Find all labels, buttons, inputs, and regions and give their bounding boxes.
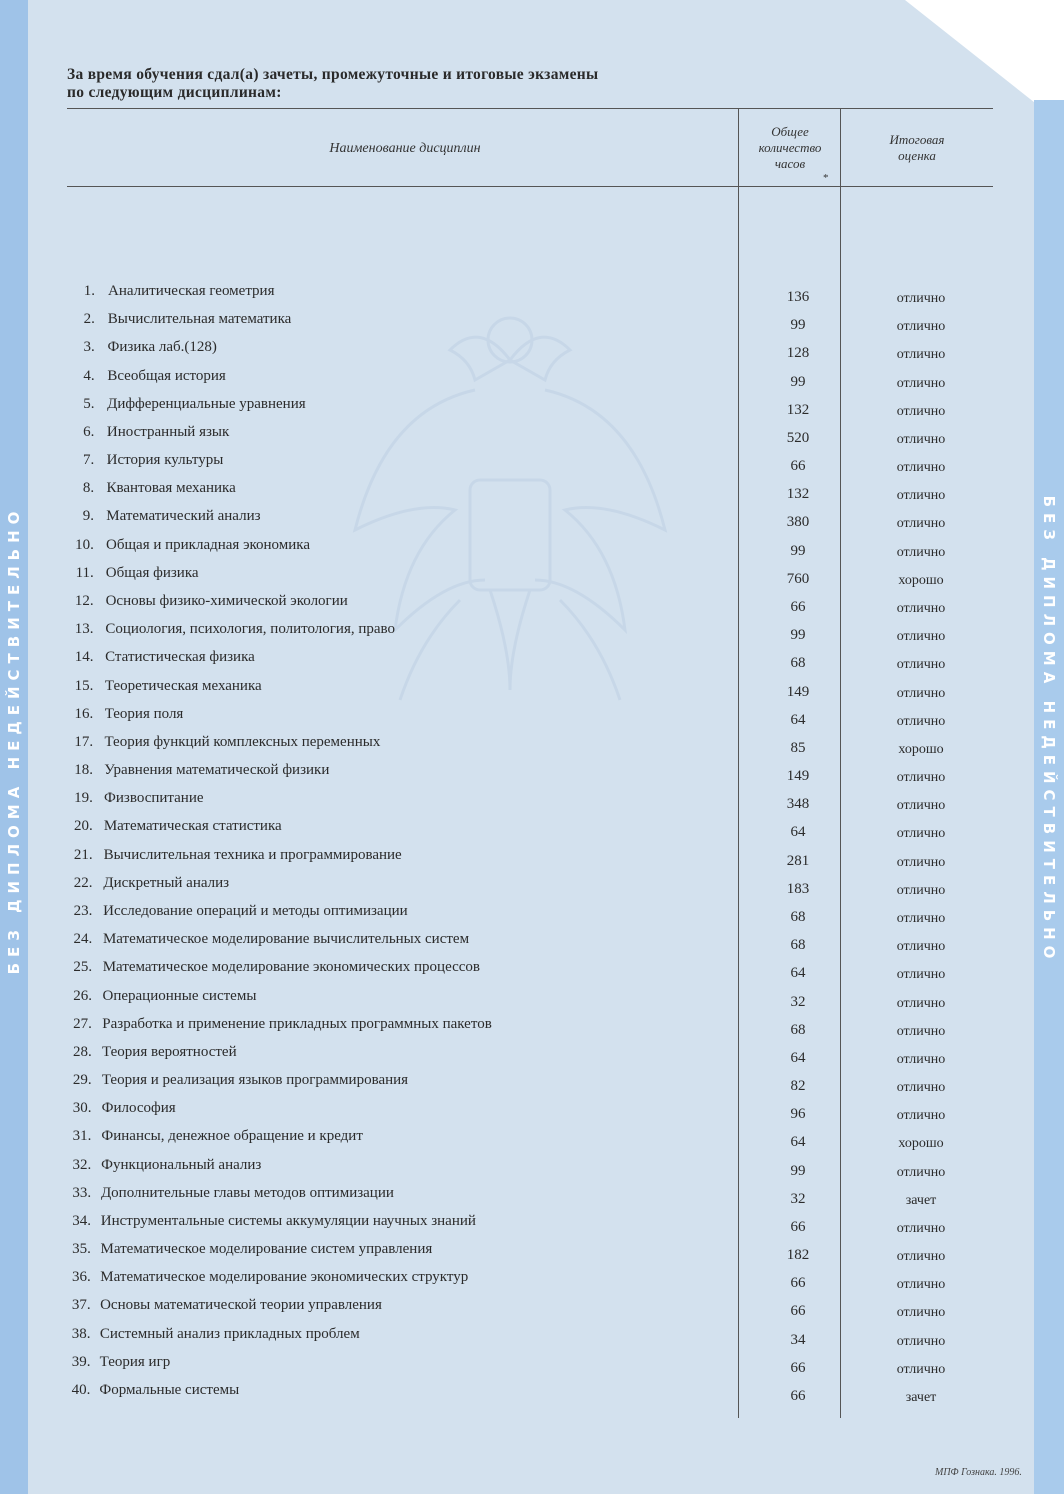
row-hours: 149 [786, 768, 810, 785]
row-hours: 64 [790, 711, 806, 728]
intro-line-1: За время обучения сдал(а) зачеты, промежуточные и итоговые экзамены [67, 66, 599, 83]
row-hours: 66 [790, 598, 806, 615]
row-grade: отлично [896, 1051, 946, 1067]
table-row [0, 1269, 1064, 1295]
row-discipline: Общая и прикладная экономика [106, 536, 311, 553]
table-row [0, 1044, 1064, 1070]
row-number: 17. [74, 733, 94, 750]
row-discipline: Теория и реализация языков программирования [101, 1072, 409, 1089]
row-grade: отлично [896, 657, 946, 673]
table-row [0, 1016, 1064, 1042]
row-hours: 66 [790, 1218, 806, 1235]
header-grade-line2: оценка [898, 148, 936, 163]
row-discipline: Теория функций комплексных переменных [104, 733, 381, 750]
row-number: 8. [82, 480, 95, 497]
row-hours: 132 [786, 486, 810, 503]
table-row [0, 988, 1064, 1014]
table-row [0, 1382, 1064, 1408]
row-grade: отлично [896, 1220, 946, 1236]
row-number: 29. [72, 1072, 92, 1089]
row-grade: отлично [896, 1277, 946, 1293]
header-hours-line1: Общее [771, 124, 809, 139]
row-hours: 520 [786, 429, 810, 446]
row-grade: отлично [896, 600, 946, 616]
table-row [0, 537, 1064, 563]
row-grade: зачет [905, 1192, 937, 1208]
table-row [0, 875, 1064, 901]
row-number: 38. [71, 1325, 91, 1342]
row-grade: отлично [896, 939, 946, 955]
table-row [0, 1297, 1064, 1323]
row-grade: хорошо [898, 741, 944, 757]
row-discipline: Системный анализ прикладных проблем [99, 1325, 360, 1342]
row-number: 30. [72, 1100, 92, 1117]
row-hours: 32 [790, 1190, 806, 1207]
table-header-rule [67, 186, 993, 187]
row-grade: отлично [896, 854, 946, 870]
row-hours: 68 [790, 655, 806, 672]
row-number: 24. [73, 931, 93, 948]
row-hours: 149 [786, 683, 810, 700]
row-grade: отлично [896, 431, 946, 447]
printer-imprint: МПФ Гознака. 1996. [935, 1467, 1022, 1478]
row-number: 5. [83, 395, 95, 412]
row-discipline: Теория поля [104, 705, 184, 722]
row-number: 1. [83, 283, 95, 299]
table-row [0, 931, 1064, 957]
row-number: 19. [74, 790, 93, 807]
row-grade: отлично [896, 347, 946, 363]
row-number: 31. [72, 1128, 92, 1145]
row-discipline: Всеобщая история [107, 367, 226, 384]
row-hours: 136 [786, 289, 810, 305]
row-grade: отлично [896, 403, 946, 419]
row-discipline: Разработка и применение прикладных программных пакетов [102, 1015, 492, 1032]
table-row [0, 621, 1064, 647]
row-discipline: Математическое моделирование систем управления [100, 1241, 433, 1258]
row-hours: 182 [786, 1247, 810, 1264]
row-discipline: Инструментальные системы аккумуляции научных знаний [100, 1212, 476, 1229]
row-discipline: Функциональный анализ [101, 1156, 262, 1173]
table-row [0, 339, 1064, 365]
row-hours: 183 [786, 880, 810, 897]
row-number: 20. [73, 818, 93, 835]
row-discipline: Дополнительные главы методов оптимизации [100, 1184, 394, 1201]
row-number: 21. [73, 846, 93, 863]
row-discipline: Дискретный анализ [103, 874, 230, 891]
row-number: 23. [73, 902, 93, 919]
row-discipline: Теория игр [99, 1353, 171, 1370]
row-hours: 66 [790, 1388, 806, 1405]
row-number: 37. [71, 1297, 91, 1314]
table-row [0, 565, 1064, 591]
table-row [0, 593, 1064, 619]
row-number: 12. [74, 592, 94, 609]
row-number: 6. [83, 423, 95, 440]
table-row [0, 311, 1064, 337]
row-hours: 68 [790, 908, 806, 925]
row-discipline: Исследование операций и методы оптимизации [103, 902, 408, 919]
row-hours: 66 [790, 1275, 806, 1292]
row-hours: 64 [790, 1049, 806, 1066]
table-row [0, 790, 1064, 816]
row-number: 15. [74, 677, 94, 694]
table-row [0, 903, 1064, 929]
row-grade: отлично [896, 488, 946, 504]
row-hours: 66 [790, 1359, 806, 1376]
table-row [0, 706, 1064, 732]
table-row [0, 762, 1064, 788]
row-grade: отлично [896, 826, 946, 842]
row-discipline: Уравнения математической физики [104, 762, 330, 779]
table-row [0, 1128, 1064, 1154]
row-hours: 348 [786, 796, 810, 813]
row-number: 7. [83, 452, 95, 469]
row-grade: отлично [896, 516, 946, 532]
row-number: 3. [83, 339, 95, 356]
side-text-right: БЕЗ ДИПЛОМА НЕДЕЙСТВИТЕЛЬНО [1040, 495, 1058, 965]
row-discipline: Квантовая механика [106, 480, 236, 497]
row-number: 32. [72, 1156, 92, 1173]
row-discipline: Математическая статистика [103, 818, 282, 835]
table-row [0, 396, 1064, 422]
row-hours: 82 [790, 1078, 806, 1095]
table-row [0, 1326, 1064, 1352]
table-row [0, 452, 1064, 478]
row-discipline: Математическое моделирование экономических процессов [102, 959, 481, 976]
row-grade: отлично [896, 1361, 946, 1377]
row-discipline: История культуры [106, 452, 224, 469]
row-grade: отлично [896, 798, 946, 814]
row-discipline: Физвоспитание [104, 790, 204, 807]
row-discipline: Вычислительная математика [107, 311, 292, 328]
row-grade: отлично [896, 713, 946, 729]
row-hours: 32 [790, 993, 806, 1010]
row-discipline: Аналитическая геометрия [108, 283, 275, 299]
table-row [0, 734, 1064, 760]
row-grade: отлично [896, 629, 946, 645]
row-number: 26. [73, 987, 92, 1004]
row-discipline: Философия [101, 1100, 176, 1117]
row-hours: 66 [790, 458, 806, 475]
row-grade: отлично [896, 1249, 946, 1265]
row-hours: 96 [790, 1106, 806, 1123]
row-grade: отлично [896, 375, 946, 391]
table-row [0, 1157, 1064, 1183]
table-row [0, 480, 1064, 506]
row-grade: отлично [896, 1108, 946, 1124]
row-discipline: Математическое моделирование экономических структур [100, 1269, 469, 1286]
row-grade: отлично [896, 1333, 946, 1349]
header-grade-line1: Итоговая [889, 132, 945, 147]
row-grade: зачет [905, 1390, 937, 1406]
table-row [0, 649, 1064, 675]
row-hours: 64 [790, 824, 806, 841]
row-hours: 68 [790, 1021, 806, 1038]
row-grade: отлично [896, 1080, 946, 1096]
row-number: 18. [74, 762, 93, 779]
row-grade: отлично [896, 291, 946, 306]
row-number: 35. [72, 1241, 91, 1258]
header-hours-line3: часов [774, 156, 806, 171]
row-hours: 132 [786, 401, 810, 418]
row-grade: отлично [896, 967, 946, 983]
row-hours: 99 [790, 542, 806, 559]
table-row [0, 1072, 1064, 1098]
table-row [0, 368, 1064, 394]
row-discipline: Статистическая физика [105, 649, 255, 666]
header-asterisk: * [823, 172, 829, 184]
intro-line-2: по следующим дисциплинам: [67, 84, 282, 101]
table-top-rule [67, 108, 993, 109]
row-number: 22. [73, 874, 93, 891]
row-grade: отлично [896, 685, 946, 701]
row-number: 13. [74, 621, 94, 638]
row-number: 11. [75, 564, 94, 581]
row-number: 33. [72, 1184, 92, 1201]
table-row [0, 959, 1064, 985]
row-number: 36. [72, 1269, 91, 1286]
header-hours [742, 124, 838, 172]
row-hours: 85 [790, 739, 806, 756]
row-grade: отлично [896, 460, 946, 476]
row-discipline: Формальные системы [99, 1382, 240, 1399]
intro-text [67, 66, 747, 102]
row-grade: отлично [896, 770, 946, 786]
table-row [0, 424, 1064, 450]
row-hours: 64 [790, 1134, 806, 1151]
row-number: 16. [74, 705, 94, 722]
row-discipline: Иностранный язык [106, 423, 230, 440]
row-grade: отлично [896, 1164, 946, 1180]
row-discipline: Социология, психология, политология, право [105, 621, 396, 638]
row-grade: хорошо [898, 572, 944, 588]
row-number: 34. [72, 1212, 92, 1229]
row-grade: отлично [896, 995, 946, 1011]
row-grade: отлично [896, 910, 946, 926]
row-number: 14. [74, 649, 94, 666]
row-hours: 760 [786, 570, 810, 587]
row-hours: 99 [790, 1162, 806, 1179]
row-discipline: Математическое моделирование вычислительных систем [102, 931, 470, 948]
table-row [0, 847, 1064, 873]
side-text-left: БЕЗ ДИПЛОМА НЕДЕЙСТВИТЕЛЬНО [5, 505, 23, 975]
table-row [0, 1185, 1064, 1211]
row-hours: 66 [790, 1303, 806, 1320]
row-number: 9. [82, 508, 95, 525]
row-number: 28. [73, 1043, 92, 1060]
row-discipline: Операционные системы [102, 987, 257, 1004]
row-hours: 99 [790, 317, 806, 334]
row-number: 40. [71, 1382, 91, 1399]
row-discipline: Финансы, денежное обращение и кредит [101, 1128, 363, 1145]
row-grade: отлично [896, 544, 946, 560]
row-number: 27. [73, 1015, 92, 1032]
table-row [0, 508, 1064, 534]
row-discipline: Теория вероятностей [102, 1043, 237, 1060]
table-row [0, 1100, 1064, 1126]
table-row [0, 818, 1064, 844]
row-grade: отлично [896, 1305, 946, 1321]
table-row [0, 283, 1064, 309]
row-hours: 99 [790, 373, 806, 390]
row-discipline: Математический анализ [106, 508, 261, 525]
row-hours: 380 [786, 514, 810, 531]
row-hours: 34 [790, 1331, 806, 1348]
row-number: 2. [83, 311, 95, 328]
row-discipline: Теоретическая механика [104, 677, 262, 694]
row-grade: хорошо [898, 1136, 944, 1152]
row-grade: отлично [896, 319, 946, 335]
row-number: 39. [71, 1353, 91, 1370]
row-discipline: Физика лаб.(128) [107, 339, 217, 356]
row-discipline: Основы математической теории управления [100, 1297, 382, 1314]
row-discipline: Основы физико-химической экологии [105, 592, 348, 609]
row-number: 4. [83, 367, 95, 384]
row-number: 10. [75, 536, 94, 553]
row-grade: отлично [896, 1023, 946, 1039]
header-discipline: Наименование дисциплин [329, 141, 481, 156]
table-row [0, 1354, 1064, 1380]
row-number: 25. [73, 959, 93, 976]
header-hours-line2: количество [758, 140, 822, 155]
row-hours: 64 [790, 965, 806, 982]
row-hours: 99 [790, 627, 806, 644]
header-grade [862, 132, 972, 164]
row-discipline: Общая физика [105, 564, 199, 581]
row-discipline: Дифференциальные уравнения [107, 395, 306, 412]
row-hours: 68 [790, 937, 806, 954]
table-row [0, 1213, 1064, 1239]
row-hours: 128 [786, 345, 810, 362]
row-grade: отлично [896, 882, 946, 898]
table-row [0, 1241, 1064, 1267]
table-row [0, 678, 1064, 704]
row-discipline: Вычислительная техника и программирование [103, 846, 402, 863]
row-hours: 281 [786, 852, 810, 869]
